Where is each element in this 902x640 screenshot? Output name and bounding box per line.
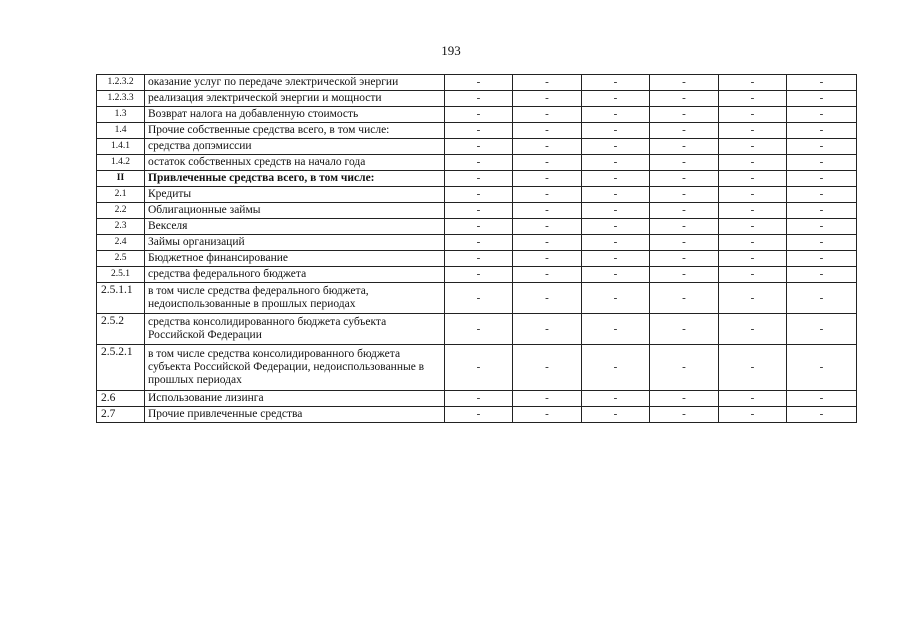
- row-name: Использование лизинга: [145, 391, 445, 407]
- row-value: -: [513, 139, 582, 155]
- row-value: -: [445, 283, 513, 314]
- row-code: 2.3: [97, 219, 145, 235]
- row-value: -: [650, 219, 719, 235]
- row-value: -: [787, 155, 857, 171]
- row-value: -: [719, 251, 787, 267]
- row-value: -: [787, 139, 857, 155]
- row-code: 2.1: [97, 187, 145, 203]
- row-value: -: [513, 155, 582, 171]
- table-row: [97, 267, 857, 283]
- row-value: -: [445, 219, 513, 235]
- row-code: 1.3: [97, 107, 145, 123]
- table-row: [97, 314, 857, 345]
- row-value: -: [650, 75, 719, 91]
- row-value: -: [719, 203, 787, 219]
- row-name: Облигационные займы: [145, 203, 445, 219]
- row-value: -: [787, 391, 857, 407]
- row-value: -: [513, 219, 582, 235]
- row-value: -: [513, 91, 582, 107]
- row-value: -: [719, 283, 787, 314]
- row-value: -: [445, 171, 513, 187]
- row-value: -: [582, 75, 650, 91]
- row-name: Векселя: [145, 219, 445, 235]
- row-name: средства федерального бюджета: [145, 267, 445, 283]
- row-value: -: [513, 107, 582, 123]
- row-value: -: [650, 107, 719, 123]
- table-row: [97, 155, 857, 171]
- row-value: -: [650, 171, 719, 187]
- row-code: 1.2.3.3: [97, 91, 145, 107]
- row-value: -: [787, 91, 857, 107]
- row-value: -: [650, 155, 719, 171]
- row-value: -: [650, 123, 719, 139]
- row-value: -: [787, 267, 857, 283]
- row-value: -: [582, 407, 650, 423]
- row-value: -: [650, 203, 719, 219]
- row-value: -: [650, 251, 719, 267]
- row-value: -: [787, 171, 857, 187]
- row-value: -: [582, 283, 650, 314]
- row-code: 2.5: [97, 251, 145, 267]
- row-name: оказание услуг по передаче электрической энергии: [145, 75, 445, 91]
- row-code: 2.5.2: [97, 314, 145, 345]
- row-value: -: [787, 123, 857, 139]
- row-value: -: [513, 203, 582, 219]
- row-value: -: [787, 75, 857, 91]
- row-value: -: [445, 391, 513, 407]
- table-row: [97, 187, 857, 203]
- row-value: -: [719, 139, 787, 155]
- row-value: -: [719, 314, 787, 345]
- table-row: [97, 171, 857, 187]
- row-value: -: [445, 267, 513, 283]
- row-value: -: [582, 251, 650, 267]
- row-value: -: [650, 187, 719, 203]
- row-code: 1.4.1: [97, 139, 145, 155]
- row-name: остаток собственных средств на начало года: [145, 155, 445, 171]
- financing-sources-table: [96, 74, 857, 423]
- row-name: Займы организаций: [145, 235, 445, 251]
- row-code: 1.4.2: [97, 155, 145, 171]
- row-value: -: [582, 267, 650, 283]
- row-name: средства допэмиссии: [145, 139, 445, 155]
- table-row: [97, 139, 857, 155]
- row-value: -: [445, 107, 513, 123]
- table-row: [97, 283, 857, 314]
- row-value: -: [719, 407, 787, 423]
- row-value: -: [513, 187, 582, 203]
- row-value: -: [445, 251, 513, 267]
- row-code: 2.5.1: [97, 267, 145, 283]
- row-code: 2.6: [97, 391, 145, 407]
- row-value: -: [445, 139, 513, 155]
- row-value: -: [445, 235, 513, 251]
- table-row: [97, 219, 857, 235]
- row-value: -: [719, 75, 787, 91]
- row-value: -: [787, 251, 857, 267]
- row-name: реализация электрической энергии и мощности: [145, 91, 445, 107]
- row-value: -: [787, 187, 857, 203]
- row-value: -: [582, 345, 650, 391]
- row-value: -: [513, 314, 582, 345]
- row-value: -: [582, 187, 650, 203]
- row-code: 2.5.2.1: [97, 345, 145, 391]
- table-row: [97, 123, 857, 139]
- row-value: -: [445, 187, 513, 203]
- row-name: в том числе средства консолидированного бюджета субъекта Российской Федерации, недоиспользованные в прошлых периодах: [145, 345, 445, 391]
- row-name: Прочие собственные средства всего, в том числе:: [145, 123, 445, 139]
- row-value: -: [513, 345, 582, 391]
- row-code: 2.7: [97, 407, 145, 423]
- row-name: Возврат налога на добавленную стоимость: [145, 107, 445, 123]
- table-row: [97, 75, 857, 91]
- row-name: Бюджетное финансирование: [145, 251, 445, 267]
- row-value: -: [513, 283, 582, 314]
- row-value: -: [513, 251, 582, 267]
- row-name: Прочие привлеченные средства: [145, 407, 445, 423]
- table-row: [97, 251, 857, 267]
- row-value: -: [513, 171, 582, 187]
- row-value: -: [582, 139, 650, 155]
- row-value: -: [787, 219, 857, 235]
- row-value: -: [582, 107, 650, 123]
- table-row: [97, 107, 857, 123]
- row-code: 2.2: [97, 203, 145, 219]
- row-value: -: [513, 407, 582, 423]
- row-value: -: [719, 187, 787, 203]
- row-value: -: [719, 345, 787, 391]
- row-value: -: [582, 171, 650, 187]
- row-name: в том числе средства федерального бюджета, недоиспользованные в прошлых периодах: [145, 283, 445, 314]
- table-row: [97, 235, 857, 251]
- row-value: -: [787, 345, 857, 391]
- row-value: -: [650, 91, 719, 107]
- table-row: [97, 407, 857, 423]
- row-value: -: [445, 203, 513, 219]
- row-value: -: [513, 75, 582, 91]
- row-value: -: [513, 267, 582, 283]
- row-code: 1.4: [97, 123, 145, 139]
- row-value: -: [719, 219, 787, 235]
- row-value: -: [445, 91, 513, 107]
- table-row: [97, 203, 857, 219]
- row-value: -: [650, 391, 719, 407]
- row-value: -: [582, 123, 650, 139]
- row-value: -: [582, 91, 650, 107]
- row-value: -: [582, 235, 650, 251]
- row-value: -: [650, 139, 719, 155]
- row-value: -: [650, 235, 719, 251]
- row-code: 1.2.3.2: [97, 75, 145, 91]
- row-code: 2.4: [97, 235, 145, 251]
- table-row: [97, 391, 857, 407]
- row-value: -: [787, 314, 857, 345]
- row-value: -: [650, 267, 719, 283]
- row-value: -: [719, 155, 787, 171]
- row-name: средства консолидированного бюджета субъекта Российской Федерации: [145, 314, 445, 345]
- row-name: Привлеченные средства всего, в том числе:: [145, 171, 445, 187]
- row-value: -: [445, 345, 513, 391]
- row-value: -: [513, 391, 582, 407]
- row-value: -: [445, 75, 513, 91]
- row-value: -: [719, 235, 787, 251]
- row-value: -: [719, 171, 787, 187]
- row-value: -: [513, 235, 582, 251]
- row-value: -: [787, 283, 857, 314]
- row-value: -: [650, 314, 719, 345]
- row-value: -: [787, 203, 857, 219]
- row-name: Кредиты: [145, 187, 445, 203]
- row-value: -: [719, 123, 787, 139]
- row-value: -: [582, 391, 650, 407]
- row-code: 2.5.1.1: [97, 283, 145, 314]
- row-value: -: [582, 155, 650, 171]
- row-value: -: [650, 345, 719, 391]
- row-value: -: [445, 123, 513, 139]
- row-value: -: [582, 219, 650, 235]
- row-value: -: [445, 407, 513, 423]
- row-value: -: [513, 123, 582, 139]
- row-value: -: [719, 391, 787, 407]
- row-value: -: [719, 267, 787, 283]
- table-row: [97, 91, 857, 107]
- row-value: -: [787, 235, 857, 251]
- row-value: -: [650, 407, 719, 423]
- row-value: -: [787, 407, 857, 423]
- row-value: -: [445, 314, 513, 345]
- row-value: -: [650, 283, 719, 314]
- row-value: -: [582, 203, 650, 219]
- row-value: -: [719, 91, 787, 107]
- table-row: [97, 345, 857, 391]
- row-value: -: [582, 314, 650, 345]
- row-value: -: [445, 155, 513, 171]
- row-value: -: [787, 107, 857, 123]
- row-code: II: [97, 171, 145, 187]
- row-value: -: [719, 107, 787, 123]
- page-number: 193: [441, 43, 461, 58]
